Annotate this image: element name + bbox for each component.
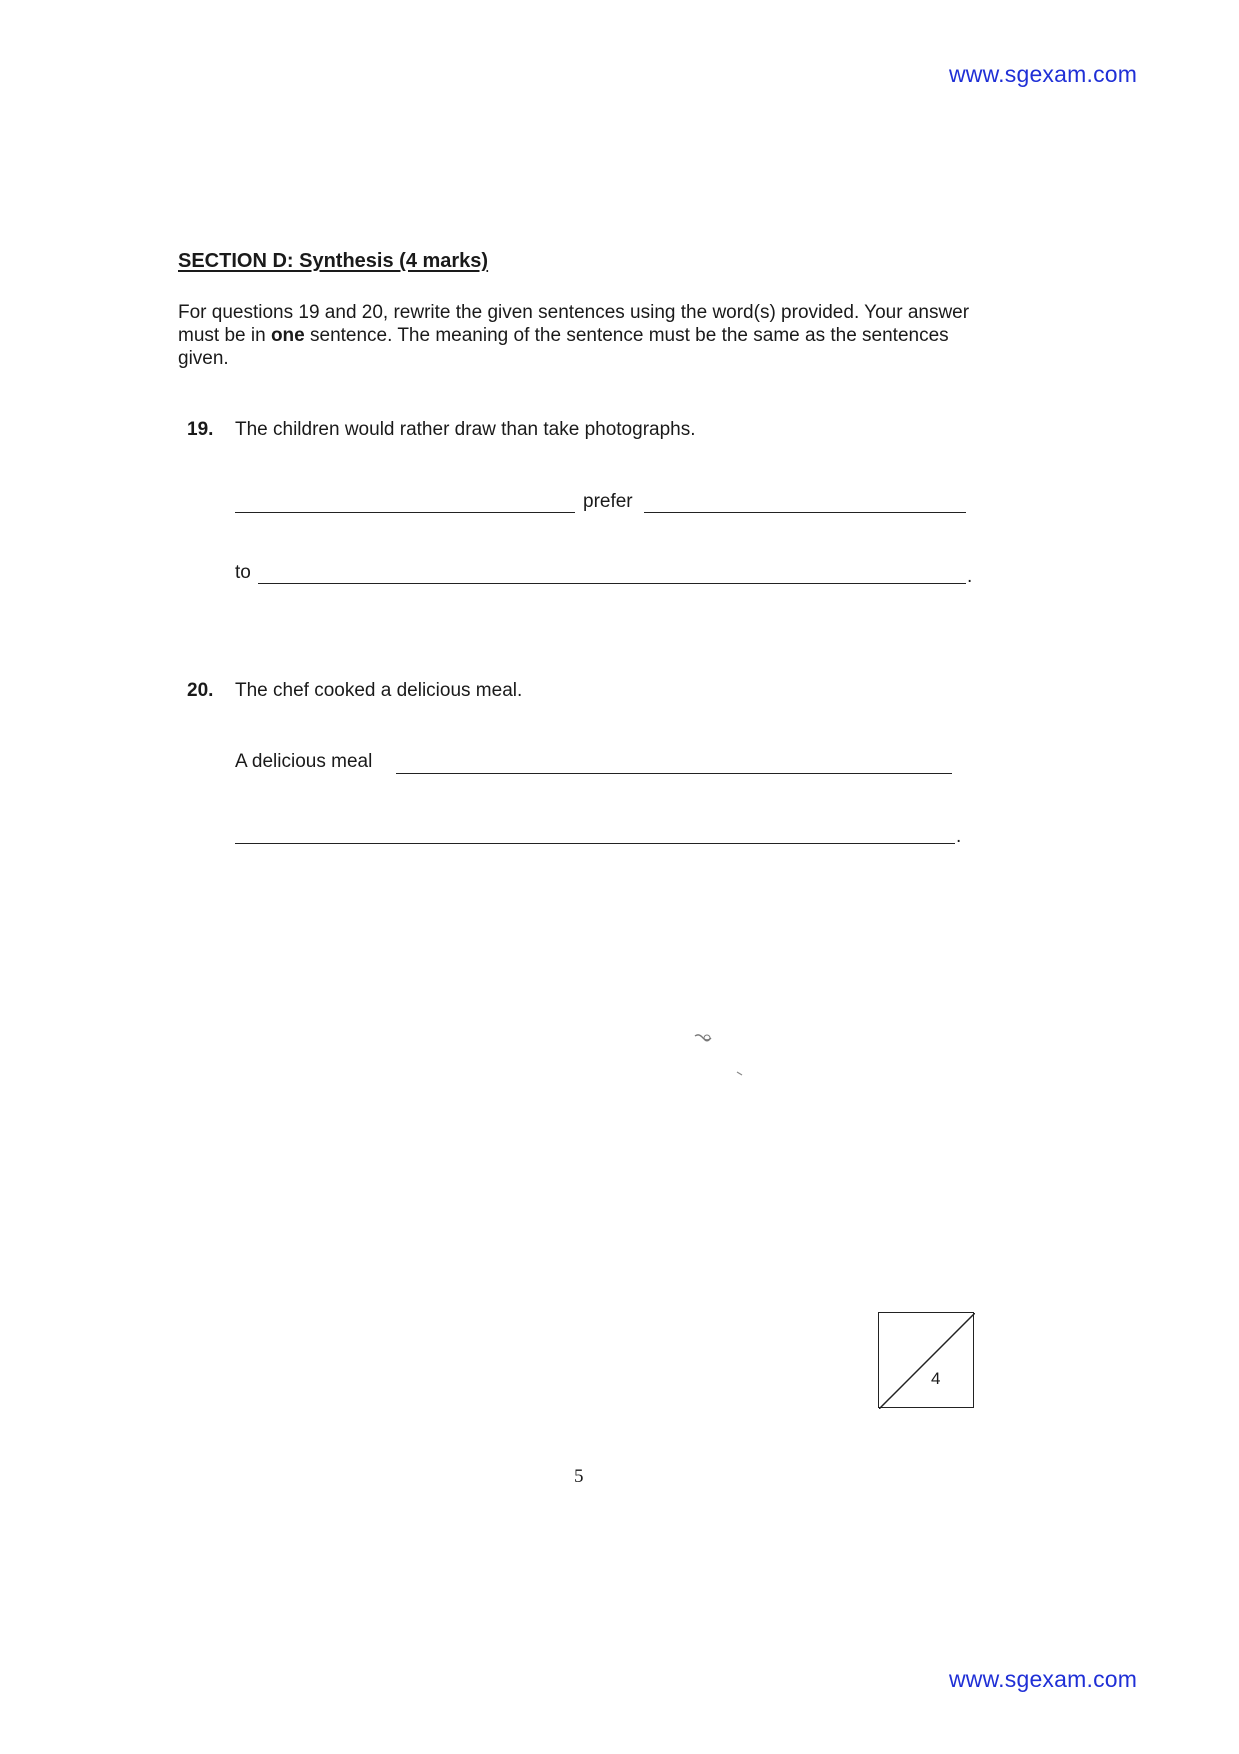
mark-box-value: 4 (931, 1369, 941, 1388)
question-19-number: 19. (187, 419, 214, 440)
watermark-bottom: www.sgexam.com (949, 1666, 1138, 1692)
q19-end-mark: . (967, 566, 973, 587)
section-heading: SECTION D: Synthesis (4 marks) (178, 250, 489, 272)
question-20-text: The chef cooked a delicious meal. (235, 680, 523, 701)
q20-prompt-a-delicious-meal: A delicious meal (235, 751, 373, 772)
question-20-number: 20. (187, 680, 214, 701)
q19-prompt-prefer: prefer (583, 491, 633, 512)
page-number: 5 (574, 1466, 584, 1487)
instructions-text-2: sentence. The meaning of the sentence must be the same as the sentences given. (178, 325, 949, 369)
scan-speck (690, 1030, 750, 1080)
q20-answer-line-2[interactable] (235, 843, 955, 844)
q20-answer-line-1[interactable] (396, 773, 952, 774)
q19-answer-line-1[interactable] (235, 512, 575, 513)
q19-answer-line-2[interactable] (644, 512, 966, 513)
question-19-text: The children would rather draw than take photographs. (235, 419, 696, 440)
instructions (178, 301, 998, 370)
instructions-bold-word: one (270, 325, 305, 346)
q19-prompt-to: to (235, 562, 251, 583)
q19-answer-line-3[interactable] (258, 583, 966, 584)
mark-box (878, 1312, 974, 1408)
mark-box-diagonal (879, 1313, 975, 1409)
q20-end-mark: . (956, 826, 962, 847)
instructions-text-1: For questions 19 and 20, rewrite the given sentences using the word(s) provided. Your answer must be in (178, 302, 970, 346)
watermark-top: www.sgexam.com (949, 61, 1138, 87)
